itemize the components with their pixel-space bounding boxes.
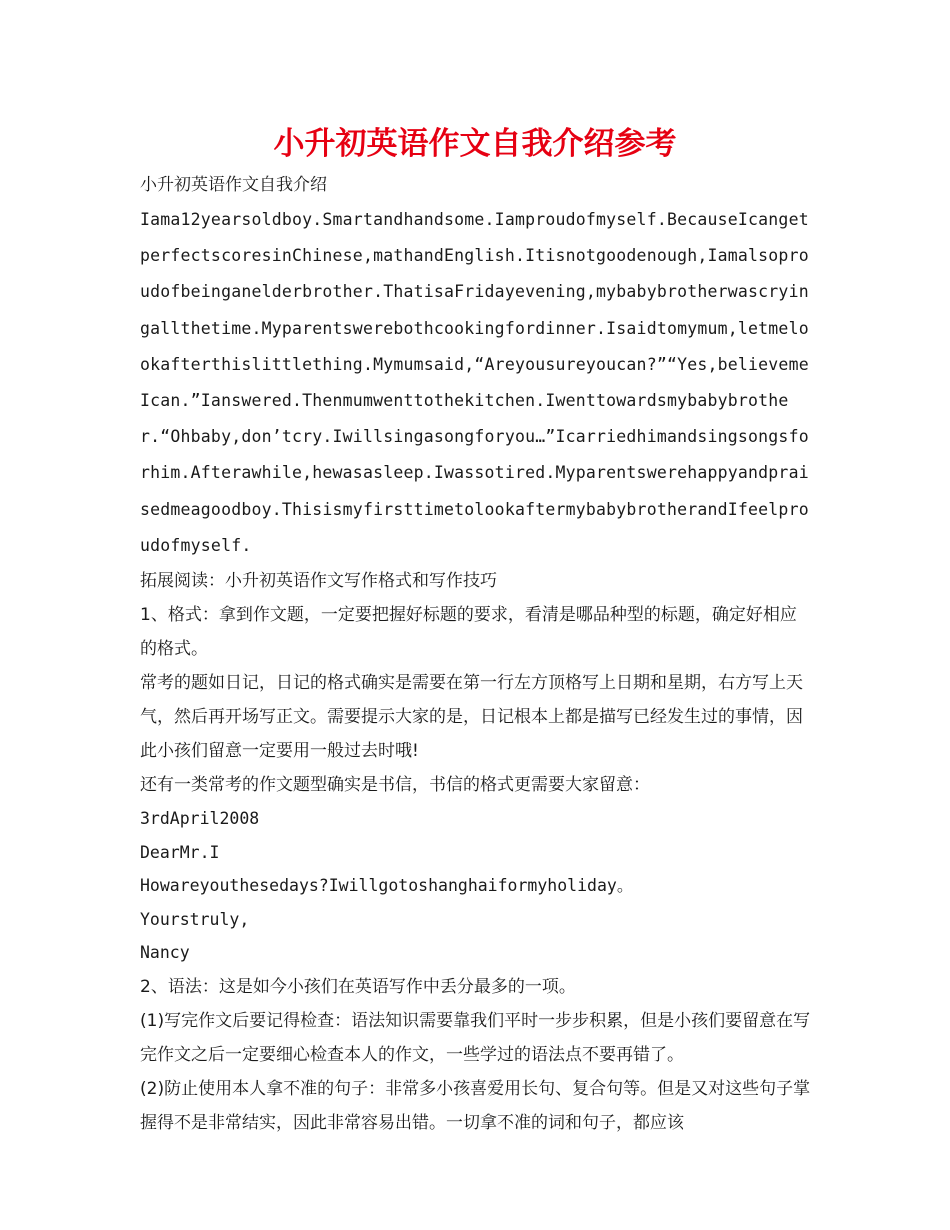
letter-note: 还有一类常考的作文题型确实是书信，书信的格式更需要大家留意： [140, 775, 650, 796]
format-point: 1、格式：拿到作文题，一定要把握好标题的要求，看清是哪品种型的标题，确定好相应的格式。 [140, 605, 797, 660]
letter-greeting: DearMr.I [140, 842, 220, 862]
diary-note: 常考的题如日记，日记的格式确实是需要在第一行左方顶格写上日期和星期，右方写上天气，然后再开场写正文。需要提示大家的是，日记根本上都是描写已经发生过的事情，因此小孩们留意一定要用一般过去时哦! [140, 673, 803, 762]
document-body [140, 168, 812, 1140]
grammar-tip-check: (1)写完作文后要记得检查：语法知识需要靠我们平时一步步积累，但是小孩们要留意在写完作文之后一定要细心检查本人的作文，一些学过的语法点不要再错了。 [140, 1010, 811, 1065]
grammar-point: 2、语法：这是如今小孩们在英语写作中丢分最多的一项。 [140, 976, 576, 997]
essay-subtitle: 小升初英语作文自我介绍 [140, 175, 327, 195]
extended-reading-heading: 拓展阅读：小升初英语作文写作格式和写作技巧 [140, 571, 497, 592]
letter-body: Howareyouthesedays?Iwillgotoshanghaiformyholiday。 [140, 876, 634, 896]
document-title: 小升初英语作文自我介绍参考 [273, 126, 677, 162]
grammar-tip-avoid: (2)防止使用本人拿不准的句子：非常多小孩喜爱用长句、复合句等。但是又对这些句子掌握得不是非常结实，因此非常容易出错。一切拿不准的词和句子，都应该 [140, 1078, 811, 1133]
essay-text: Iama12yearsoldboy.Smartandhandsome.Iamproudofmyself.BecauseIcangetperfectscoresinChinese,mathandEnglish.Itisnotgoodenough,Iamalsoproudofbeinganelderbrother.ThatisaFridayevening,mybabybrotherwascryingallthetime.Myparentswerebothcookingfordinner.Isaidtomymum,letmelookafterthislittlething.Mymumsaid,“Areyousureyoucan?”“Yes,believemeIcan.”Ianswered.Thenmumwenttothekitchen.Iwenttowardsmybabybrother.“Ohbaby,don’tcry.Iwillsingasongforyou…”Icarriedhimandsingsongsforhim.Afterawhile,hewasasleep.Iwassotired.Myparentswerehappyandpraisedmeagoodboy.ThisismyfirsttimetolookaftermybabybrotherandIfeelproudofmyself. [140, 210, 809, 555]
letter-signature: Nancy [140, 943, 190, 963]
letter-date: 3rdApril2008 [140, 809, 260, 829]
letter-closing: Yourstruly, [140, 909, 250, 929]
